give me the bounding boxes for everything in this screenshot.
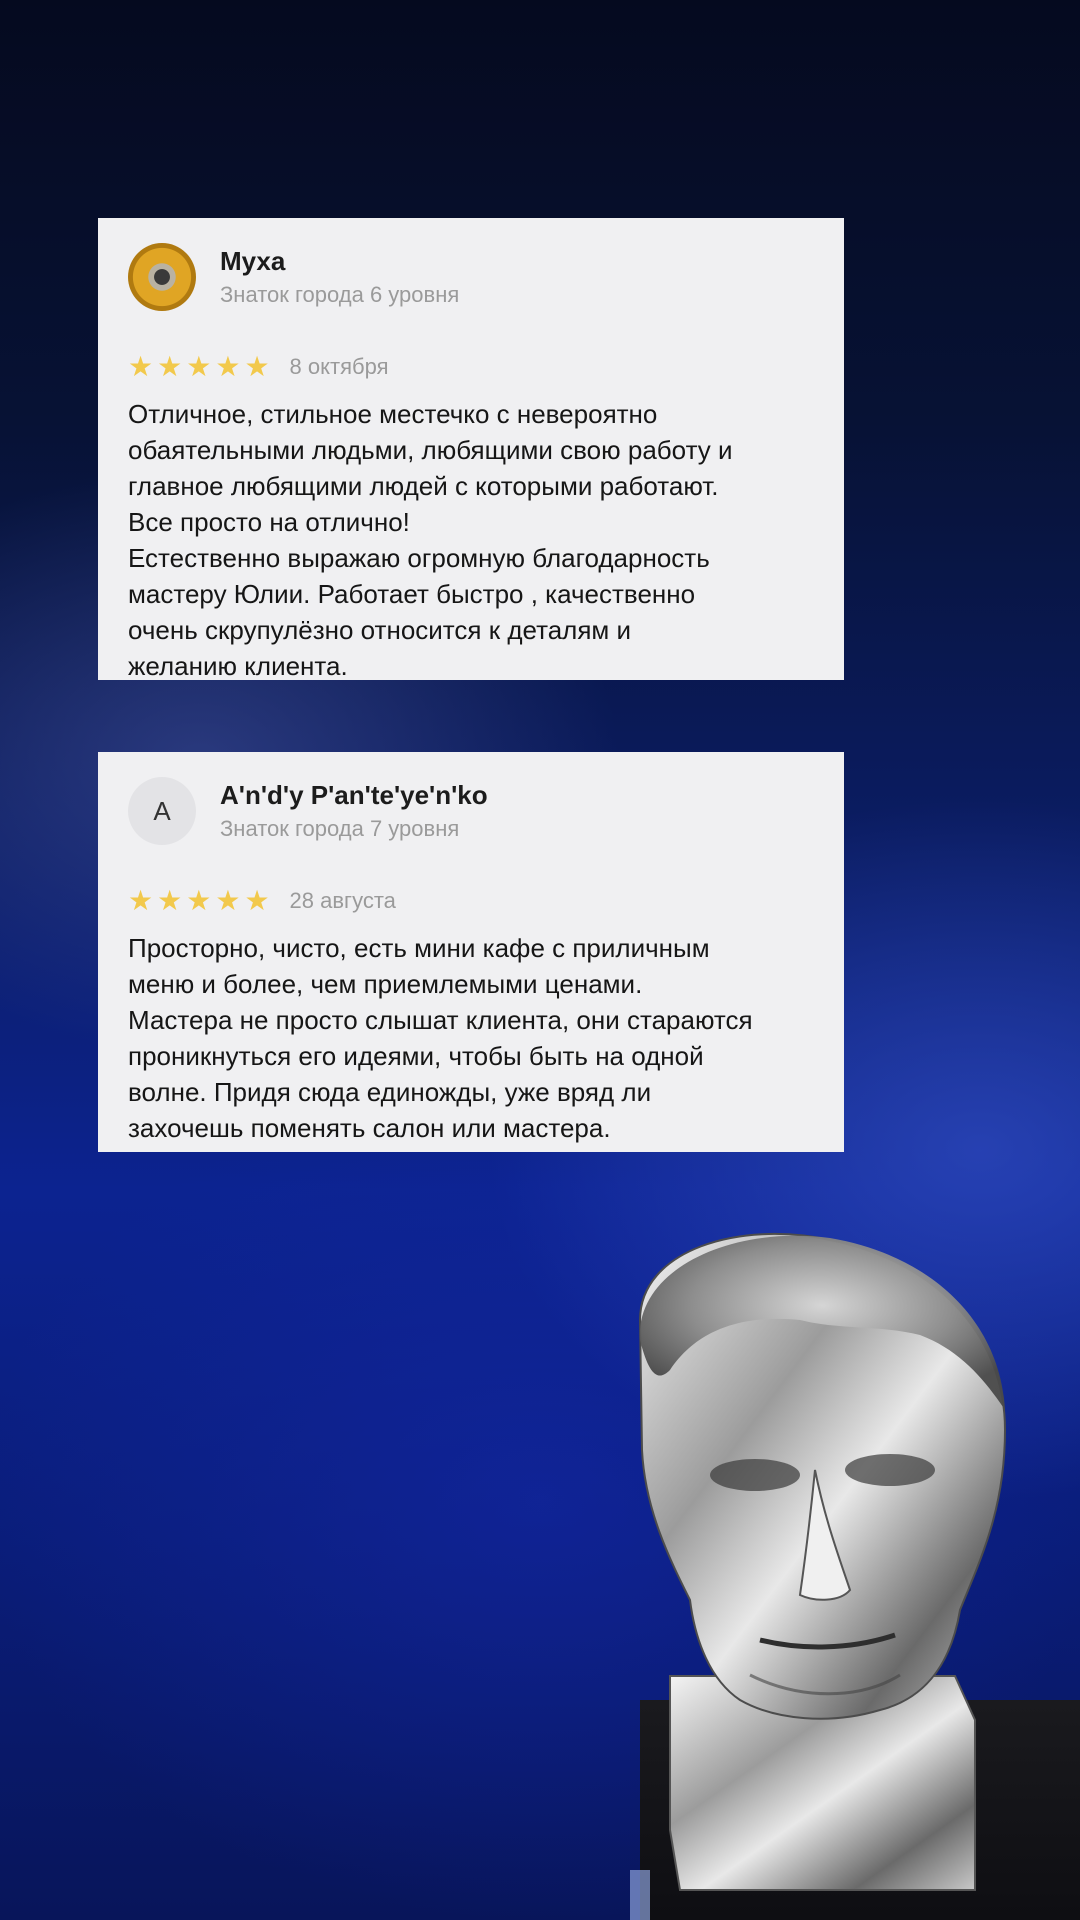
star-icon: ★ [157,885,183,916]
review-date: 28 августа [289,888,396,913]
star-rating [128,887,274,915]
star-icon: ★ [244,885,270,916]
author-name[interactable]: Муха [220,246,286,276]
star-rating [128,353,274,381]
review-header [128,228,814,326]
avatar[interactable] [128,243,196,311]
star-icon: ★ [186,351,212,382]
rating-row [128,884,814,918]
star-icon: ★ [157,351,183,382]
review-text: Просторно, чисто, есть мини кафе с приличным меню и более, чем приемлемыми ценами. Мастера не просто слышат клиента, они стараются проникнуться его идеями, чтобы быть на одной волне. Придя сюда единожды, уже вряд ли захочешь поменять салон или мастера. [128,933,753,1143]
author-name[interactable]: A'n'd'y P'an'te'ye'n'ko [220,780,488,810]
rating-row [128,350,814,384]
review-card [98,218,844,680]
review-date: 8 октября [289,354,389,379]
star-icon: ★ [215,885,241,916]
star-icon: ★ [244,351,270,382]
star-icon: ★ [186,885,212,916]
avatar-letter: A [153,795,171,826]
review-text: Отличное, стильное местечко с невероятно обаятельными людьми, любящими свою работу и главное любящими людей с которыми работают. Все просто на отлично! Естественно выражаю огромную благодарность мастеру Юлии. Работает быстро , качественно очень скрупулёзно относится к деталям и желанию клиента. [128,399,733,681]
star-icon: ★ [215,351,241,382]
author-block [220,778,488,844]
review-card [98,752,844,1152]
bust-sculpture-image [600,1230,1020,1920]
star-icon: ★ [128,351,154,382]
author-block [220,244,459,310]
author-level: Знаток города 6 уровня [220,282,460,307]
review-header [128,762,814,860]
author-level: Знаток города 7 уровня [220,816,460,841]
star-icon: ★ [128,885,154,916]
avatar[interactable] [128,777,196,845]
